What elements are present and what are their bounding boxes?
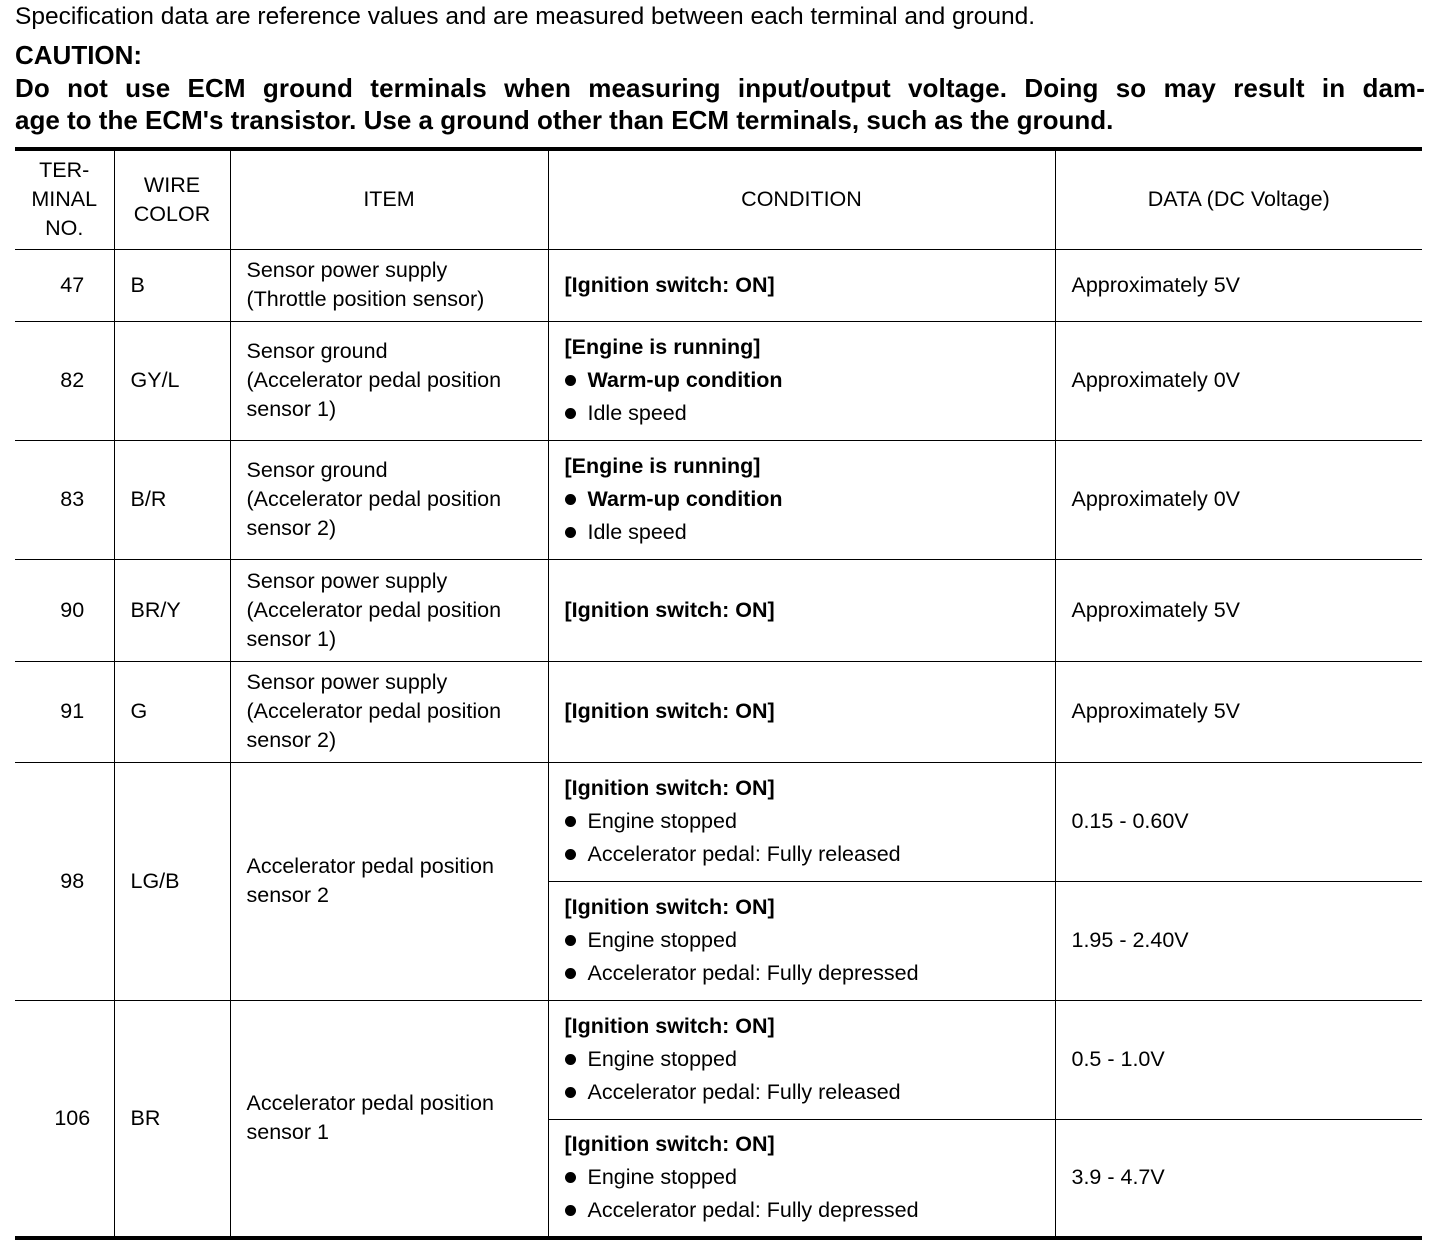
wire-color-cell: BR/Y [114, 559, 230, 661]
item-line: (Accelerator pedal position [246, 368, 502, 392]
header-wire-color: WIRE COLOR [114, 149, 230, 249]
item-line: Sensor power supply [246, 568, 448, 593]
item-line: sensor 2) [246, 516, 337, 540]
table-body [15, 249, 1422, 1238]
condition-bullet: Engine stopped [565, 1163, 1055, 1192]
item-line: (Accelerator pedal position [246, 597, 502, 622]
data-voltage-cell: 3.9 - 4.7V [1055, 1119, 1422, 1238]
condition-bullet: Accelerator pedal: Fully depressed [565, 959, 1055, 988]
terminal-no-cell: 82 [15, 321, 114, 440]
condition-cell [548, 559, 1055, 661]
condition-heading: [Ignition switch: ON] [564, 895, 775, 919]
item-cell [230, 249, 548, 321]
table-row [15, 440, 1422, 559]
item-line: Accelerator pedal position [246, 854, 494, 878]
condition-bullet: Accelerator pedal: Fully released [565, 840, 1055, 869]
item-cell [230, 440, 548, 559]
item-line: Sensor power supply [246, 258, 448, 282]
data-voltage-cell: Approximately 5V [1055, 249, 1422, 321]
terminal-no-cell: 90 [15, 559, 114, 661]
data-voltage-cell: 0.5 - 1.0V [1055, 1000, 1422, 1119]
condition-heading: [Ignition switch: ON] [564, 699, 775, 723]
terminal-no-cell: 98 [15, 762, 114, 1000]
table-row [15, 661, 1422, 762]
table-header-row [15, 149, 1422, 249]
header-data: DATA (DC Voltage) [1055, 149, 1422, 249]
condition-bullet: Engine stopped [565, 1045, 1055, 1074]
item-cell [230, 1000, 548, 1238]
condition-cell [548, 881, 1055, 1000]
item-line: Accelerator pedal position [246, 1091, 494, 1116]
condition-heading: [Engine is running] [564, 454, 761, 478]
header-condition: CONDITION [548, 149, 1055, 249]
condition-cell [548, 1119, 1055, 1238]
condition-bullet: Idle speed [565, 518, 1055, 547]
condition-cell [548, 249, 1055, 321]
item-line: sensor 1) [246, 626, 337, 651]
item-cell [230, 661, 548, 762]
terminal-spec-table [15, 147, 1422, 1240]
condition-heading: [Ignition switch: ON] [564, 597, 775, 622]
condition-bullet: Accelerator pedal: Fully depressed [565, 1196, 1055, 1225]
condition-bullet: Engine stopped [565, 926, 1055, 955]
table-row [15, 249, 1422, 321]
item-line: Sensor ground [246, 339, 388, 363]
item-line: sensor 2 [246, 883, 329, 907]
data-voltage-cell: Approximately 0V [1055, 321, 1422, 440]
header-terminal-no: TER- MINAL NO. [15, 149, 114, 249]
caution-text-line-2: age to the ECM's transistor. Use a ground other than ECM terminals, such as the ground. [15, 105, 1114, 135]
header-item: ITEM [230, 149, 548, 249]
condition-cell [548, 321, 1055, 440]
intro-text: Specification data are reference values and are measured between each terminal and ground. [15, 3, 1036, 30]
condition-bullet: Warm-up condition [565, 485, 1055, 514]
condition-heading: [Engine is running] [564, 335, 761, 359]
data-voltage-cell: 1.95 - 2.40V [1055, 881, 1422, 1000]
condition-heading: [Ignition switch: ON] [564, 272, 775, 297]
condition-cell [548, 1000, 1055, 1119]
data-voltage-cell: Approximately 0V [1055, 440, 1422, 559]
condition-bullet: Engine stopped [565, 807, 1055, 836]
data-voltage-cell: Approximately 5V [1055, 661, 1422, 762]
condition-heading: [Ignition switch: ON] [564, 776, 775, 800]
wire-color-cell: BR [114, 1000, 230, 1238]
item-cell [230, 559, 548, 661]
condition-bullet: Warm-up condition [565, 366, 1055, 395]
table-row [15, 559, 1422, 661]
condition-heading: [Ignition switch: ON] [564, 1132, 775, 1157]
condition-heading: [Ignition switch: ON] [564, 1014, 775, 1038]
caution-label: CAUTION: [15, 40, 143, 70]
item-line: (Accelerator pedal position [246, 699, 502, 723]
terminal-no-cell: 106 [15, 1000, 114, 1238]
condition-cell [548, 762, 1055, 881]
caution-text-line-1: Do not use ECM ground terminals when measuring input/output voltage. Doing so may result in dam- [15, 73, 1425, 103]
wire-color-cell: G [114, 661, 230, 762]
item-cell [230, 762, 548, 1000]
wire-color-cell: GY/L [114, 321, 230, 440]
terminal-no-cell: 91 [15, 661, 114, 762]
wire-color-cell: B [114, 249, 230, 321]
data-voltage-cell: Approximately 5V [1055, 559, 1422, 661]
terminal-no-cell: 47 [15, 249, 114, 321]
item-cell [230, 321, 548, 440]
condition-bullet: Idle speed [565, 399, 1055, 428]
condition-cell [548, 440, 1055, 559]
table-row [15, 321, 1422, 440]
table-row [15, 762, 1422, 881]
item-line: sensor 1 [246, 1120, 329, 1145]
table-row [15, 1000, 1422, 1119]
wire-color-cell: B/R [114, 440, 230, 559]
item-line: sensor 2) [246, 728, 337, 752]
item-line: Sensor power supply [246, 670, 448, 694]
data-voltage-cell: 0.15 - 0.60V [1055, 762, 1422, 881]
item-line: sensor 1) [246, 397, 337, 421]
condition-cell [548, 661, 1055, 762]
terminal-no-cell: 83 [15, 440, 114, 559]
item-line: Sensor ground [246, 458, 388, 482]
wire-color-cell: LG/B [114, 762, 230, 1000]
item-line: (Accelerator pedal position [246, 487, 502, 511]
condition-bullet: Accelerator pedal: Fully released [565, 1078, 1055, 1107]
item-line: (Throttle position sensor) [246, 287, 485, 311]
